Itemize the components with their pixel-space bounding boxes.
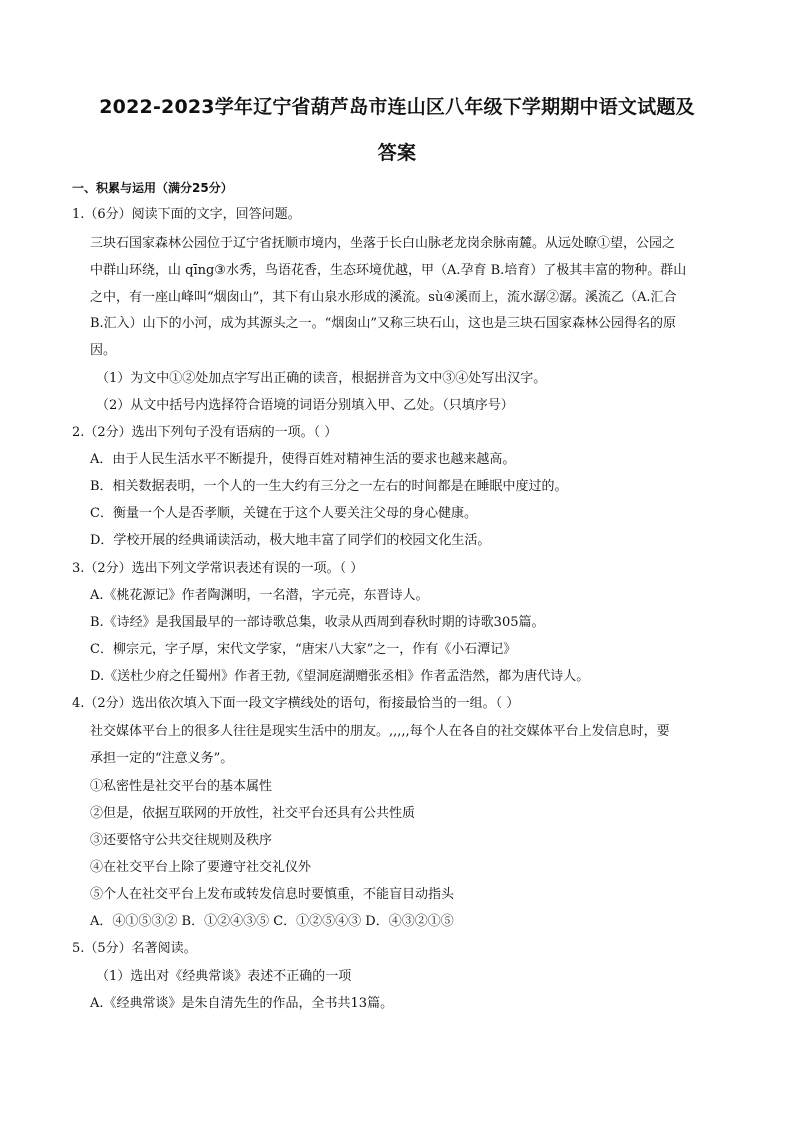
question-3-option: D.《送杜少府之任蜀州》作者王勃,《望洞庭湖赠张丞相》作者孟浩然，都为唐代诗人。 <box>90 669 590 684</box>
question-5-stem: 5.（5分）名著阅读。 <box>72 941 197 956</box>
question-3-option: B.《诗经》是我国最早的一部诗歌总集，收录从西周到春秋时期的诗歌305篇。 <box>90 615 545 630</box>
question-3-stem: 3.（2分）选出下列文学常识表述有误的一项。（ ） <box>72 561 364 576</box>
question-4-item: ④在社交平台上除了要遵守社交礼仪外 <box>90 860 312 875</box>
document-title-line-2: 答案 <box>377 142 417 164</box>
section-heading: 一、积累与运用（满分25分） <box>72 181 233 195</box>
question-4-stem: 4.（2分）选出依次填入下面一段文字横线处的语句，衔接最恰当的一组。（ ） <box>72 696 520 711</box>
question-1-passage-line: 之中，有一座山峰叫“烟囱山”，其下有山泉水形成的溪流。sù④溪而上，流水潺②潺。溪流乙（A.汇合 <box>90 290 677 305</box>
question-1-passage-line: 因。 <box>90 343 117 358</box>
question-2-option: C．衡量一个人是否孝顺，关键在于这个人要关注父母的身心健康。 <box>90 506 477 521</box>
question-4-passage-line: 承担一定的“注意义务”。 <box>90 751 234 766</box>
question-4-options: A．④①⑤③② B．①②④③⑤ C．①②⑤④③ D．④③②①⑤ <box>90 914 454 929</box>
question-2-option: A．由于人民生活水平不断提升，使得百姓对精神生活的要求也越来越高。 <box>90 452 516 467</box>
question-5-option-a: A.《经典常谈》是朱自清先生的作品，全书共13篇。 <box>90 996 394 1011</box>
question-1-sub-2: （2）从文中括号内选择符合语境的词语分别填入甲、乙处。（只填序号） <box>96 398 514 413</box>
question-1-passage-line: B.汇入）山下的小河，成为其源头之一。“烟囱山”又称三块石山，这也是三块石国家森林公园得名的原 <box>90 316 676 331</box>
question-4-passage-line: 社交媒体平台上的很多人往往是现实生活中的朋友。,,,,,每个人在各自的社交媒体平台上发信息时，要 <box>90 724 670 739</box>
question-5-sub-1: （1）选出对《经典常谈》表述不正确的一项 <box>96 969 352 984</box>
question-1-passage-line: 三块石国家森林公园位于辽宁省抚顺市境内，坐落于长白山脉老龙岗余脉南麓。从远处瞭①望，公园之 <box>90 236 676 251</box>
question-3-option: A.《桃花源记》作者陶渊明，一名潜，字元亮，东晋诗人。 <box>90 588 429 603</box>
question-2-stem: 2.（2分）选出下列句子没有语病的一项。（ ） <box>72 425 338 440</box>
question-1-passage-line: 中群山环绕，山 qīng③水秀，鸟语花香，生态环境优越，甲（A.孕育 B.培育）了极其丰富的物种。群山 <box>90 263 687 278</box>
question-2-option: D．学校开展的经典诵读活动，极大地丰富了同学们的校园文化生活。 <box>90 533 491 548</box>
question-4-item: ②但是，依据互联网的开放性，社交平台还具有公共性质 <box>90 806 416 821</box>
question-1-sub-1: （1）为文中①②处加点字写出正确的读音，根据拼音为文中③④处写出汉字。 <box>96 371 547 386</box>
question-4-item: ①私密性是社交平台的基本属性 <box>90 779 273 794</box>
document-title-line-1: 2022-2023学年辽宁省葫芦岛市连山区八年级下学期期中语文试题及 <box>99 96 695 118</box>
question-4-item: ③还要恪守公共交往规则及秩序 <box>90 833 273 848</box>
question-1-stem: 1.（6分）阅读下面的文字，回答问题。 <box>72 207 301 222</box>
question-2-option: B．相关数据表明，一个人的一生大约有三分之一左右的时间都是在睡眠中度过的。 <box>90 479 568 494</box>
question-3-option: C．柳宗元，字子厚，宋代文学家，“唐宋八大家”之一，作有《小石潭记》 <box>90 642 517 657</box>
question-4-item: ⑤个人在社交平台上发布或转发信息时要慎重，不能盲目动指头 <box>90 887 455 902</box>
